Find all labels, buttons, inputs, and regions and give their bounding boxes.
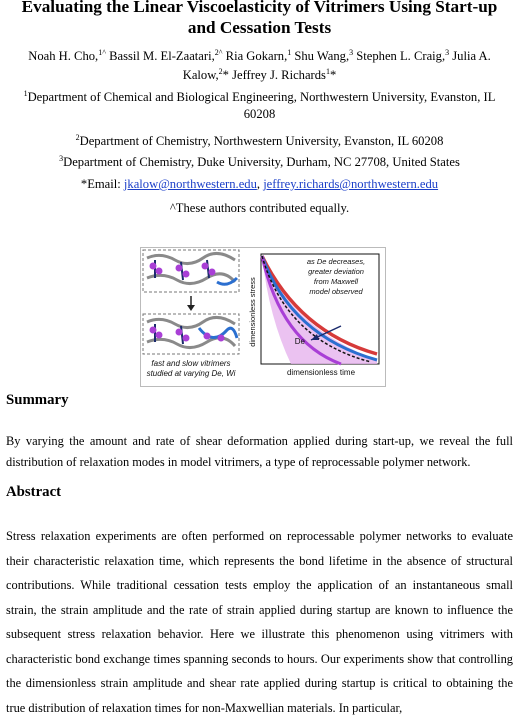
author-affil-mark: 1 [325,66,330,76]
exchange-site [183,335,190,342]
author-affil-mark: 2^ [214,47,223,57]
affiliation-3 [6,154,513,171]
de-arrow-label: De [294,337,305,346]
toc-graphic [140,247,386,387]
affiliation-2 [6,133,513,150]
plot-y-label: dimensionless stress [248,277,257,347]
toc-caption-line-1: fast and slow vitrimers [151,359,231,368]
exchange-site [156,332,163,339]
affiliation-text: Department of Chemistry, Duke University, Durham, NC 27708, United States [63,155,460,169]
exchange-site [156,268,163,275]
email-prefix: *Email: [80,177,124,191]
abstract-text: Stress relaxation experiments are often performed on reprocessable polymer networks to evaluate their characteristic relaxation time, which represents the bond lifetime in the absence of structural contributions. While traditional cessation tests employ the application of an instantaneous small strain, the strain amplitude and the rate of strain applied during startup are known to influence the subsequent stress relaxation behavior. Here we illustrate this phenomenon using vitrimers with characteristic bond exchange times spanning seconds to hours. Our experiments show that controlling the dimensionless strain amplitude and shear rate applied during startup is critical to obtaining the true distribution of relaxation times for non-Maxwellian materials. In particular, [6,529,513,715]
paper-title [10,0,509,38]
affiliation-text: Department of Chemical and Biological Engineering, Northwestern University, Evanston, IL [27,90,496,104]
author-affil-mark: 3 [349,47,354,57]
authors-line-2 [6,66,513,85]
plot-annotation-line-4: model observed [309,287,363,296]
plot-x-label: dimensionless time [286,368,356,377]
plot-annotation-line-1: as De decreases, [306,257,366,266]
summary-heading: Summary [6,392,69,408]
plot-annotation-line-3: from Maxwell [313,277,359,286]
author-affil-mark: 1^ [98,47,106,57]
author-name: Ria Gokarn, [222,49,288,63]
author-name: Shu Wang, [291,49,350,63]
author-affil-mark: 1 [287,47,292,57]
toc-caption-line-2: studied at varying De, Wi [146,369,236,378]
affiliation-text: Department of Chemistry, Northwestern University, Evanston, IL 60208 [79,134,444,148]
exchange-site [204,333,211,340]
exchange-site [183,271,190,278]
author-corresponding-mark: * [329,68,337,82]
exchange-site [202,263,209,270]
affiliation-mark: 2 [75,132,80,142]
author-list [6,47,513,85]
down-arrow-icon [187,305,195,311]
exchange-site [150,263,157,270]
email-separator: , [256,177,264,191]
title-line-2: and Cessation Tests [187,18,332,37]
email-link-kalow[interactable]: jkalow@northwestern.edu [123,177,257,191]
contact-emails [6,176,513,193]
affiliation-mark: 3 [59,153,64,163]
affiliation-1 [6,89,513,123]
authors-line-1 [6,47,513,66]
affiliation-mark: 1 [23,88,28,98]
author-name: Kalow, [182,68,219,82]
author-name: Bassil M. El-Zaatari, [105,49,215,63]
title-line-1: Evaluating the Linear Viscoelasticity of Vitrimers Using Start-up [21,0,498,16]
affiliation-text-cont: 60208 [243,107,276,121]
plot-annotation-line-2: greater deviation [308,267,364,276]
exchange-site [150,327,157,334]
equal-contribution-note: ^These authors contributed equally. [169,201,350,215]
author-affil-mark: 2 [218,66,223,76]
exchange-site [176,265,183,272]
toc-graphic-svg [141,248,385,386]
author-affil-mark: 3 [445,47,450,57]
exchange-site [218,335,225,342]
author-name: * Jeffrey J. Richards [222,68,326,82]
author-name: Julia A. [449,49,491,63]
author-name: Stephen L. Craig, [353,49,446,63]
exchange-site [209,269,216,276]
summary-text: By varying the amount and rate of shear deformation applied during start-up, we reveal the full distribution of relaxation modes in model vitrimers, a type of reprocessable polymer network. [6,434,513,469]
email-link-richards[interactable]: jeffrey.richards@northwestern.edu [263,177,439,191]
exchange-site [176,329,183,336]
author-name: Noah H. Cho, [28,49,99,63]
abstract-heading: Abstract [6,484,62,500]
